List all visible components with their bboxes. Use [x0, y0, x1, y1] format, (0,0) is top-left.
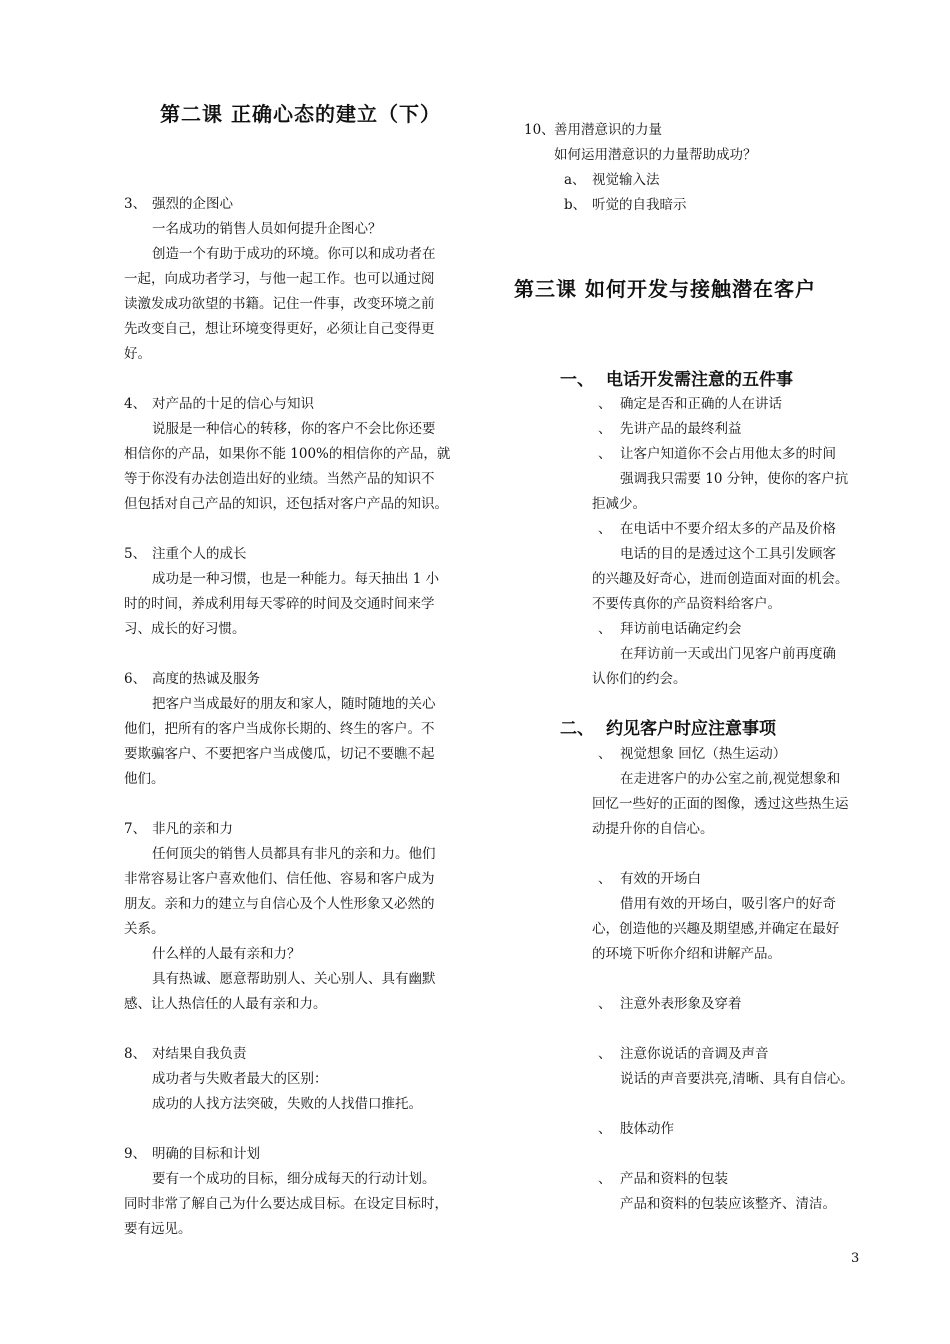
list-item: 在电话中不要介绍太多的产品及价格: [620, 521, 836, 537]
item-number: 5、: [124, 546, 147, 562]
bullet-marker: 、: [598, 871, 612, 887]
sub-item-label: b、: [564, 197, 587, 213]
paragraph-line: 电话的目的是透过这个工具引发顾客: [620, 546, 836, 562]
sub-item-label: a、: [564, 172, 586, 188]
section-title: 约见客户时应注意事项: [606, 719, 776, 739]
bullet-marker: 、: [598, 421, 612, 437]
list-item: 确定是否和正确的人在讲话: [620, 396, 782, 412]
paragraph-line: 具有热诚、愿意帮助别人、关心别人、具有幽默: [152, 971, 436, 987]
paragraph-line: 动提升你的自信心。: [592, 821, 714, 837]
list-item: 拜访前电话确定约会: [620, 621, 742, 637]
paragraph-line: 不要传真你的产品资料给客户。: [592, 596, 781, 612]
list-item: 产品和资料的包装: [620, 1171, 728, 1187]
paragraph-line: 在拜访前一天或出门见客户前再度确: [620, 646, 836, 662]
paragraph-line: 读激发成功欲望的书籍。记住一件事，改变环境之前: [124, 296, 435, 312]
paragraph-line: 借用有效的开场白，吸引客户的好奇: [620, 896, 836, 912]
bullet-marker: 、: [598, 1046, 612, 1062]
item-heading: 注重个人的成长: [152, 546, 247, 562]
paragraph-line: 心，创造他的兴趣及期望感,并确定在最好: [592, 921, 840, 937]
bullet-marker: 、: [598, 1121, 612, 1137]
sub-item-text: 视觉输入法: [592, 172, 660, 188]
lesson-3-title: 第三课 如何开发与接触潜在客户: [514, 277, 816, 301]
list-item: 让客户知道你不会占用他太多的时间: [620, 446, 836, 462]
paragraph-line: 什么样的人最有亲和力？: [152, 946, 301, 962]
paragraph-line: 成功的人找方法突破，失败的人找借口推托。: [152, 1096, 422, 1112]
paragraph-line: 非常容易让客户喜欢他们、信任他、容易和客户成为: [124, 871, 435, 887]
paragraph-line: 如何运用潜意识的力量帮助成功？: [554, 147, 757, 163]
paragraph-line: 说服是一种信心的转移，你的客户不会比你还要: [152, 421, 436, 437]
item-heading: 对产品的十足的信心与知识: [152, 396, 314, 412]
paragraph-line: 拒减少。: [592, 496, 646, 512]
item-number: 7、: [124, 821, 147, 837]
item-number: 8、: [124, 1046, 147, 1062]
paragraph-line: 任何顶尖的销售人员都具有非凡的亲和力。他们: [152, 846, 436, 862]
paragraph-line: 一起，向成功者学习，与他一起工作。也可以通过阅: [124, 271, 435, 287]
paragraph-line: 相信你的产品，如果你不能 100%的相信你的产品，就: [124, 446, 451, 462]
paragraph-line: 他们。: [124, 771, 165, 787]
paragraph-line: 朋友。亲和力的建立与自信心及个人性形象又必然的: [124, 896, 435, 912]
bullet-marker: 、: [598, 746, 612, 762]
item-heading: 强烈的企图心: [152, 196, 233, 212]
paragraph-line: 习、成长的好习惯。: [124, 621, 246, 637]
item-number: 9、: [124, 1146, 147, 1162]
list-item: 视觉想象 回忆（热生运动）: [620, 746, 787, 762]
paragraph-line: 成功者与失败者最大的区别：: [152, 1071, 328, 1087]
paragraph-line: 回忆一些好的正面的图像，透过这些热生运: [592, 796, 849, 812]
item-heading: 对结果自我负责: [152, 1046, 247, 1062]
paragraph-line: 感、让人热信任的人最有亲和力。: [124, 996, 327, 1012]
paragraph-line: 创造一个有助于成功的环境。你可以和成功者在: [152, 246, 436, 262]
paragraph-line: 产品和资料的包装应该整齐、清洁。: [620, 1196, 836, 1212]
list-item: 注意你说话的音调及声音: [620, 1046, 769, 1062]
paragraph-line: 要欺骗客户、不要把客户当成傻瓜，切记不要瞧不起: [124, 746, 435, 762]
item-heading: 高度的热诚及服务: [152, 671, 260, 687]
list-item: 肢体动作: [620, 1121, 674, 1137]
paragraph-line: 一名成功的销售人员如何提升企图心？: [152, 221, 382, 237]
paragraph-line: 时的时间，养成利用每天零碎的时间及交通时间来学: [124, 596, 435, 612]
paragraph-line: 说话的声音要洪亮,清晰、具有自信心。: [620, 1071, 854, 1087]
paragraph-line: 在走进客户的办公室之前,视觉想象和: [620, 771, 841, 787]
page-number: 3: [851, 1251, 860, 1266]
paragraph-line: 要有远见。: [124, 1221, 192, 1237]
section-title: 电话开发需注意的五件事: [606, 370, 793, 390]
item-heading: 非凡的亲和力: [152, 821, 233, 837]
paragraph-line: 的兴趣及好奇心，进而创造面对面的机会。: [592, 571, 849, 587]
paragraph-line: 同时非常了解自己为什么要达成目标。在设定目标时，: [124, 1196, 448, 1212]
list-item: 注意外表形象及穿着: [620, 996, 742, 1012]
item-heading: 善用潜意识的力量: [554, 122, 662, 138]
paragraph-line: 他们，把所有的客户当成你长期的、终生的客户。不: [124, 721, 435, 737]
sub-item-text: 听觉的自我暗示: [592, 197, 687, 213]
paragraph-line: 先改变自己，想让环境变得更好，必须让自己变得更: [124, 321, 435, 337]
list-item: 有效的开场白: [620, 871, 701, 887]
bullet-marker: 、: [598, 521, 612, 537]
item-number: 6、: [124, 671, 147, 687]
paragraph-line: 强调我只需要 10 分钟，使你的客户抗: [620, 471, 849, 487]
paragraph-line: 等于你没有办法创造出好的业绩。当然产品的知识不: [124, 471, 435, 487]
paragraph-line: 成功是一种习惯，也是一种能力。每天抽出 1 小: [152, 571, 440, 587]
paragraph-line: 认你们的约会。: [592, 671, 687, 687]
list-item: 先讲产品的最终利益: [620, 421, 742, 437]
bullet-marker: 、: [598, 1171, 612, 1187]
paragraph-line: 把客户当成最好的朋友和家人，随时随地的关心: [152, 696, 436, 712]
item-number: 3、: [124, 196, 147, 212]
paragraph-line: 关系。: [124, 921, 165, 937]
item-number: 10、: [524, 122, 555, 138]
bullet-marker: 、: [598, 621, 612, 637]
lesson-2-title: 第二课 正确心态的建立（下）: [160, 102, 441, 126]
bullet-marker: 、: [598, 396, 612, 412]
section-number: 二、: [560, 719, 594, 739]
bullet-marker: 、: [598, 996, 612, 1012]
paragraph-line: 好。: [124, 346, 151, 362]
paragraph-line: 但包括对自己产品的知识，还包括对客户产品的知识。: [124, 496, 448, 512]
section-number: 一、: [560, 370, 594, 390]
bullet-marker: 、: [598, 446, 612, 462]
item-heading: 明确的目标和计划: [152, 1146, 260, 1162]
paragraph-line: 要有一个成功的目标，细分成每天的行动计划。: [152, 1171, 436, 1187]
item-number: 4、: [124, 396, 147, 412]
paragraph-line: 的环境下听你介绍和讲解产品。: [592, 946, 781, 962]
